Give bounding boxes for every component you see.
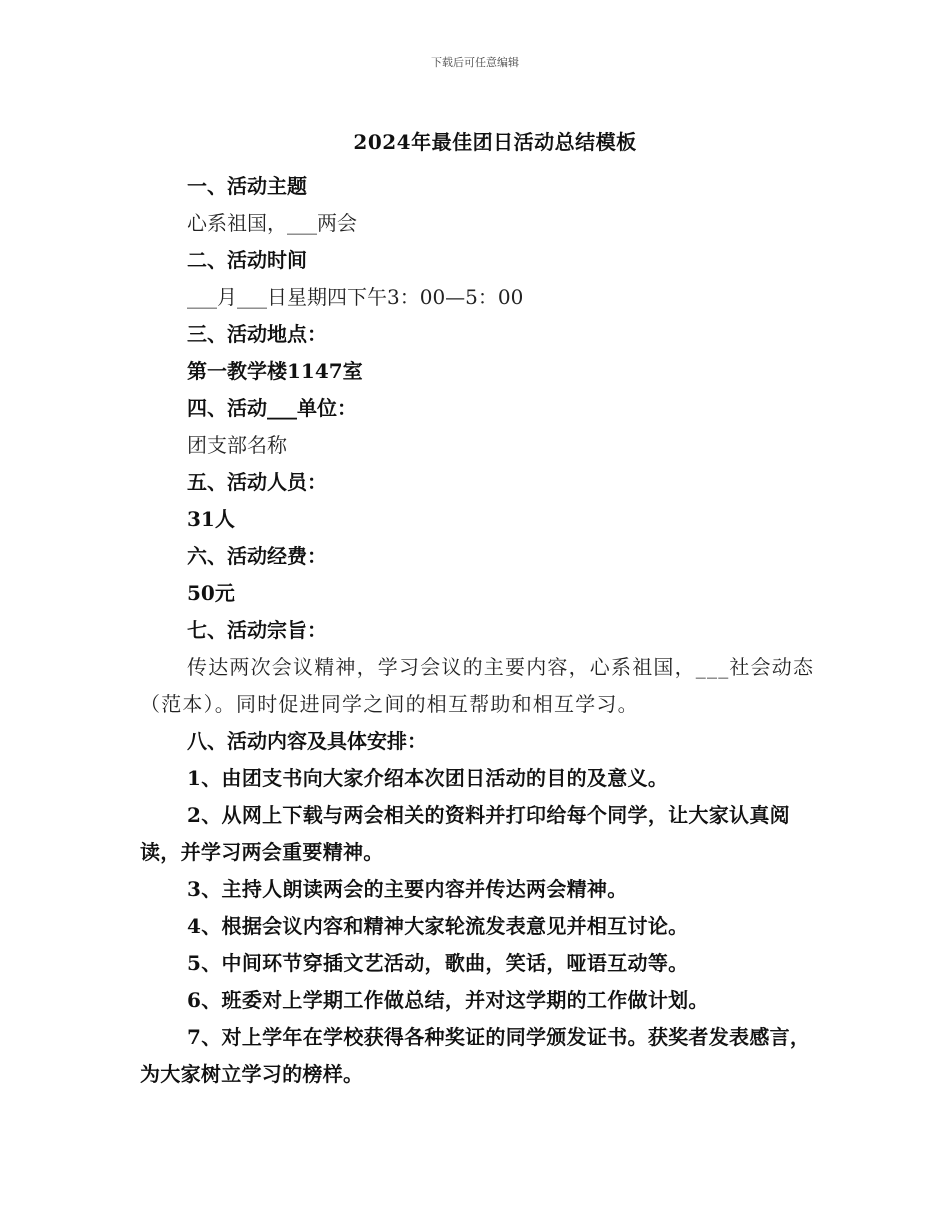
content-heading: 八、活动内容及具体安排： [187,729,427,753]
people-heading: 五、活动人员： [187,470,327,494]
funds-value: 50元 [187,581,235,605]
people-value: 31人 [187,507,235,531]
header-note: 下载后可任意编辑 [431,56,519,69]
theme-heading: 一、活动主题 [187,174,307,198]
list-item: 6、班委对上学期工作做总结，并对这学期的工作做计划。 [187,988,709,1012]
funds-heading: 六、活动经费： [187,544,327,568]
list-item: 5、中间环节穿插文艺活动，歌曲，笑话，哑语互动等。 [187,951,689,975]
list-item: 4、根据会议内容和精神大家轮流发表意见并相互讨论。 [187,914,689,938]
list-item: 2、从网上下载与两会相关的资料并打印给每个同学，让大家认真阅读，并学习两会重要精神。 [140,803,790,864]
list-item: 1、由团支书向大家介绍本次团日活动的目的及意义。 [187,766,669,790]
unit-value: 团支部名称 [187,433,287,457]
list-item: 3、主持人朗读两会的主要内容并传达两会精神。 [187,877,628,901]
document-title: 2024年最佳团日活动总结模板 [353,130,637,154]
place-value: 第一教学楼1147室 [187,359,363,383]
time-value: ___月___日星期四下午3：00—5：00 [187,285,524,309]
document-body [140,168,816,1093]
purpose-heading: 七、活动宗旨： [187,618,327,642]
place-heading: 三、活动地点： [187,322,327,346]
purpose-paragraph: 传达两次会议精神，学习会议的主要内容，心系祖国，___社会动态（范本）。同时促进同学之间的相互帮助和相互学习。 [140,655,815,716]
unit-heading: 四、活动___单位： [187,396,357,420]
list-item: 7、对上学年在学校获得各种奖证的同学颁发证书。获奖者发表感言，为大家树立学习的榜样。 [140,1025,811,1086]
time-heading: 二、活动时间 [187,248,307,272]
theme-value: 心系祖国，___两会 [187,211,357,235]
